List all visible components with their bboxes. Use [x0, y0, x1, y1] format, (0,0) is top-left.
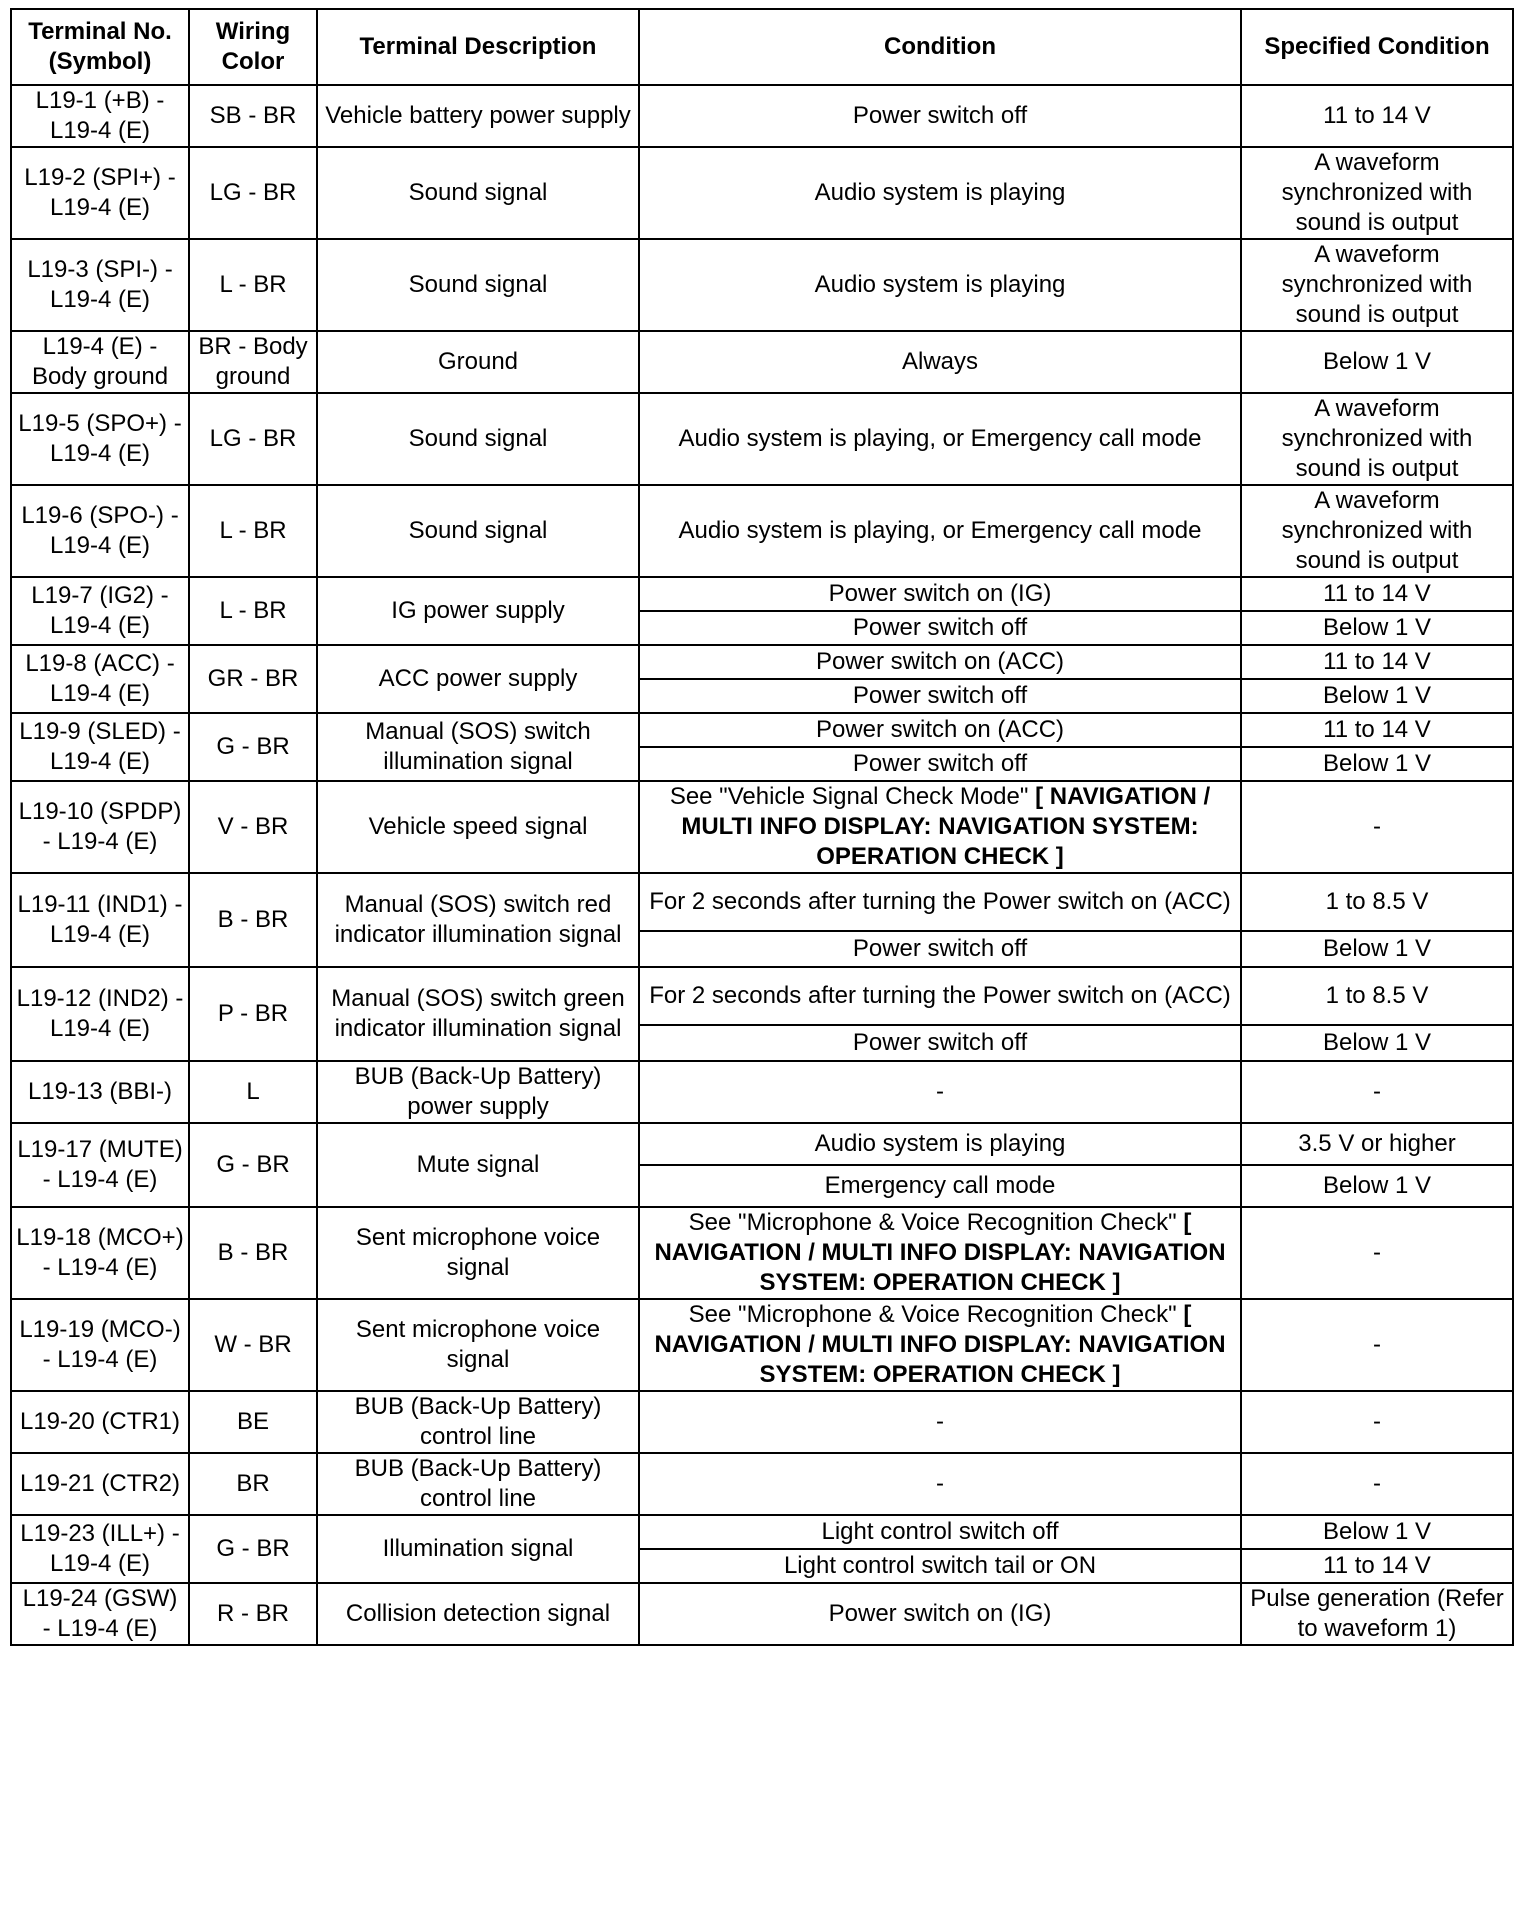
specified-condition-cell: Pulse generation (Refer to waveform 1): [1241, 1583, 1513, 1645]
condition-text: Power switch off: [852, 935, 1028, 962]
table-row: [11, 1207, 1513, 1299]
condition-text: For 2 seconds after turning the Power switch on (ACC): [649, 982, 1231, 1009]
wiring-color-cell: P - BR: [189, 967, 317, 1061]
table-row: [11, 1061, 1513, 1123]
condition-text: Light control switch tail or ON: [783, 1552, 1097, 1579]
description-cell: Sound signal: [317, 147, 639, 239]
condition-cell: [639, 1583, 1241, 1645]
terminal-cell: L19-3 (SPI-) - L19-4 (E): [11, 239, 189, 331]
condition-text: See "Vehicle Signal Check Mode": [669, 783, 1029, 810]
table-row: [11, 393, 1513, 485]
table-row: [11, 1583, 1513, 1645]
header-row: [11, 9, 1513, 85]
description-cell: Sent microphone voice signal: [317, 1207, 639, 1299]
condition-text: Power switch on (IG): [828, 580, 1052, 607]
wiring-color-cell: L - BR: [189, 485, 317, 577]
condition-text: Power switch off: [852, 614, 1028, 641]
condition-text: Audio system is playing, or Emergency call mode: [678, 517, 1202, 544]
condition-cell: [639, 1165, 1241, 1207]
condition-cell: [639, 1025, 1241, 1061]
header-wiring-color: Wiring Color: [189, 9, 317, 85]
terminal-cell: L19-21 (CTR2): [11, 1453, 189, 1515]
terminal-cell: L19-4 (E) - Body ground: [11, 331, 189, 393]
table-row: [11, 331, 1513, 393]
description-cell: Vehicle battery power supply: [317, 85, 639, 147]
specified-condition-cell: -: [1241, 1391, 1513, 1453]
description-cell: BUB (Back-Up Battery) control line: [317, 1391, 639, 1453]
condition-text: Power switch on (IG): [828, 1600, 1052, 1627]
description-cell: BUB (Back-Up Battery) control line: [317, 1453, 639, 1515]
wiring-color-cell: GR - BR: [189, 645, 317, 713]
terminal-cell: L19-5 (SPO+) - L19-4 (E): [11, 393, 189, 485]
wiring-color-cell: BR - Body ground: [189, 331, 317, 393]
specified-condition-cell: 3.5 V or higher: [1241, 1123, 1513, 1165]
specified-condition-cell: Below 1 V: [1241, 331, 1513, 393]
specified-condition-cell: 1 to 8.5 V: [1241, 873, 1513, 931]
terminal-cell: L19-10 (SPDP) - L19-4 (E): [11, 781, 189, 873]
condition-cell: [639, 1453, 1241, 1515]
wiring-color-cell: L: [189, 1061, 317, 1123]
specified-condition-cell: 11 to 14 V: [1241, 85, 1513, 147]
table-row: [11, 873, 1513, 931]
table-row: [11, 713, 1513, 747]
wiring-color-cell: G - BR: [189, 713, 317, 781]
condition-cell: [639, 967, 1241, 1025]
terminal-cell: L19-9 (SLED) - L19-4 (E): [11, 713, 189, 781]
condition-text: Power switch off: [852, 102, 1028, 129]
condition-cell: [639, 611, 1241, 645]
specified-condition-cell: 11 to 14 V: [1241, 577, 1513, 611]
condition-cell: [639, 331, 1241, 393]
condition-text: See "Microphone & Voice Recognition Check": [688, 1209, 1177, 1236]
condition-text: -: [936, 1470, 944, 1497]
condition-cell: [639, 873, 1241, 931]
wiring-color-cell: V - BR: [189, 781, 317, 873]
table-row: [11, 781, 1513, 873]
specified-condition-cell: A waveform synchronized with sound is output: [1241, 147, 1513, 239]
wiring-color-cell: B - BR: [189, 1207, 317, 1299]
table-row: [11, 967, 1513, 1025]
specified-condition-cell: Below 1 V: [1241, 931, 1513, 967]
specified-condition-cell: A waveform synchronized with sound is output: [1241, 485, 1513, 577]
specified-condition-cell: -: [1241, 1453, 1513, 1515]
description-cell: BUB (Back-Up Battery) power supply: [317, 1061, 639, 1123]
table-row: [11, 645, 1513, 679]
wiring-color-cell: SB - BR: [189, 85, 317, 147]
header-specified-condition: Specified Condition: [1241, 9, 1513, 85]
wiring-color-cell: B - BR: [189, 873, 317, 967]
condition-text: Always: [901, 348, 979, 375]
condition-text: Power switch off: [852, 750, 1028, 777]
description-cell: Sound signal: [317, 485, 639, 577]
terminal-table-sheet: [10, 8, 1514, 1646]
condition-cell: [639, 1515, 1241, 1549]
wiring-color-cell: BE: [189, 1391, 317, 1453]
specified-condition-cell: Below 1 V: [1241, 611, 1513, 645]
description-cell: Manual (SOS) switch green indicator illumination signal: [317, 967, 639, 1061]
wiring-color-cell: BR: [189, 1453, 317, 1515]
terminal-cell: L19-8 (ACC) - L19-4 (E): [11, 645, 189, 713]
description-cell: Manual (SOS) switch red indicator illumination signal: [317, 873, 639, 967]
specified-condition-cell: -: [1241, 1207, 1513, 1299]
header-description: Terminal Description: [317, 9, 639, 85]
terminal-cell: L19-2 (SPI+) - L19-4 (E): [11, 147, 189, 239]
specified-condition-cell: -: [1241, 1061, 1513, 1123]
wiring-color-cell: L - BR: [189, 577, 317, 645]
condition-cell: [639, 747, 1241, 781]
wiring-color-cell: LG - BR: [189, 147, 317, 239]
specified-condition-cell: 1 to 8.5 V: [1241, 967, 1513, 1025]
table-row: [11, 1123, 1513, 1165]
specified-condition-cell: Below 1 V: [1241, 1515, 1513, 1549]
specified-condition-cell: 11 to 14 V: [1241, 713, 1513, 747]
condition-cell: [639, 147, 1241, 239]
description-cell: Illumination signal: [317, 1515, 639, 1583]
table-row: [11, 1299, 1513, 1391]
condition-cell: [639, 485, 1241, 577]
condition-reference: [ NAVIGATION / MULTI INFO DISPLAY: NAVIGATION SYSTEM: OPERATION CHECK ]: [654, 1301, 1226, 1388]
condition-text: -: [936, 1078, 944, 1105]
condition-cell: [639, 1299, 1241, 1391]
table-row: [11, 147, 1513, 239]
terminal-cell: L19-23 (ILL+) - L19-4 (E): [11, 1515, 189, 1583]
specified-condition-cell: Below 1 V: [1241, 747, 1513, 781]
terminal-cell: L19-19 (MCO-) - L19-4 (E): [11, 1299, 189, 1391]
terminal-table: [10, 8, 1514, 1646]
condition-cell: [639, 1123, 1241, 1165]
condition-text: See "Microphone & Voice Recognition Check": [688, 1301, 1177, 1328]
condition-text: Audio system is playing, or Emergency call mode: [678, 425, 1202, 452]
specified-condition-cell: 11 to 14 V: [1241, 645, 1513, 679]
terminal-cell: L19-24 (GSW) - L19-4 (E): [11, 1583, 189, 1645]
terminal-cell: L19-11 (IND1) - L19-4 (E): [11, 873, 189, 967]
header-condition: Condition: [639, 9, 1241, 85]
description-cell: IG power supply: [317, 577, 639, 645]
table-row: [11, 485, 1513, 577]
terminal-cell: L19-17 (MUTE) - L19-4 (E): [11, 1123, 189, 1207]
condition-reference: [ NAVIGATION / MULTI INFO DISPLAY: NAVIGATION SYSTEM: OPERATION CHECK ]: [681, 783, 1211, 870]
condition-text: Power switch on (ACC): [815, 648, 1065, 675]
description-cell: Sent microphone voice signal: [317, 1299, 639, 1391]
table-row: [11, 577, 1513, 611]
condition-cell: [639, 577, 1241, 611]
condition-text: Audio system is playing: [814, 179, 1066, 206]
description-cell: Vehicle speed signal: [317, 781, 639, 873]
condition-cell: [639, 393, 1241, 485]
wiring-color-cell: L - BR: [189, 239, 317, 331]
condition-cell: [639, 1549, 1241, 1583]
specified-condition-cell: Below 1 V: [1241, 1165, 1513, 1207]
specified-condition-cell: A waveform synchronized with sound is output: [1241, 239, 1513, 331]
wiring-color-cell: R - BR: [189, 1583, 317, 1645]
wiring-color-cell: G - BR: [189, 1515, 317, 1583]
description-cell: Sound signal: [317, 393, 639, 485]
specified-condition-cell: 11 to 14 V: [1241, 1549, 1513, 1583]
table-body: [11, 85, 1513, 1645]
specified-condition-cell: Below 1 V: [1241, 1025, 1513, 1061]
table-row: [11, 1453, 1513, 1515]
condition-cell: [639, 1391, 1241, 1453]
description-cell: Collision detection signal: [317, 1583, 639, 1645]
condition-cell: [639, 645, 1241, 679]
condition-cell: [639, 1207, 1241, 1299]
terminal-cell: L19-6 (SPO-) - L19-4 (E): [11, 485, 189, 577]
condition-cell: [639, 781, 1241, 873]
condition-cell: [639, 679, 1241, 713]
condition-text: Power switch on (ACC): [815, 716, 1065, 743]
description-cell: Manual (SOS) switch illumination signal: [317, 713, 639, 781]
condition-text: Power switch off: [852, 1029, 1028, 1056]
header-terminal: Terminal No. (Symbol): [11, 9, 189, 85]
specified-condition-cell: Below 1 V: [1241, 679, 1513, 713]
condition-text: Audio system is playing: [814, 1130, 1066, 1157]
condition-reference: [ NAVIGATION / MULTI INFO DISPLAY: NAVIGATION SYSTEM: OPERATION CHECK ]: [654, 1209, 1226, 1296]
wiring-color-cell: LG - BR: [189, 393, 317, 485]
condition-text: -: [936, 1408, 944, 1435]
description-cell: ACC power supply: [317, 645, 639, 713]
terminal-cell: L19-13 (BBI-): [11, 1061, 189, 1123]
condition-text: Light control switch off: [821, 1518, 1059, 1545]
condition-text: Emergency call mode: [824, 1172, 1056, 1199]
specified-condition-cell: -: [1241, 1299, 1513, 1391]
condition-cell: [639, 931, 1241, 967]
table-row: [11, 1515, 1513, 1549]
condition-cell: [639, 713, 1241, 747]
terminal-cell: L19-12 (IND2) - L19-4 (E): [11, 967, 189, 1061]
terminal-cell: L19-18 (MCO+) - L19-4 (E): [11, 1207, 189, 1299]
terminal-cell: L19-7 (IG2) - L19-4 (E): [11, 577, 189, 645]
table-row: [11, 85, 1513, 147]
description-cell: Mute signal: [317, 1123, 639, 1207]
description-cell: Ground: [317, 331, 639, 393]
table-row: [11, 1391, 1513, 1453]
table-row: [11, 239, 1513, 331]
condition-text: Audio system is playing: [814, 271, 1066, 298]
wiring-color-cell: W - BR: [189, 1299, 317, 1391]
condition-cell: [639, 85, 1241, 147]
description-cell: Sound signal: [317, 239, 639, 331]
condition-text: Power switch off: [852, 682, 1028, 709]
terminal-cell: L19-1 (+B) - L19-4 (E): [11, 85, 189, 147]
condition-cell: [639, 1061, 1241, 1123]
condition-cell: [639, 239, 1241, 331]
wiring-color-cell: G - BR: [189, 1123, 317, 1207]
specified-condition-cell: A waveform synchronized with sound is output: [1241, 393, 1513, 485]
condition-text: For 2 seconds after turning the Power switch on (ACC): [649, 888, 1231, 915]
terminal-cell: L19-20 (CTR1): [11, 1391, 189, 1453]
specified-condition-cell: -: [1241, 781, 1513, 873]
